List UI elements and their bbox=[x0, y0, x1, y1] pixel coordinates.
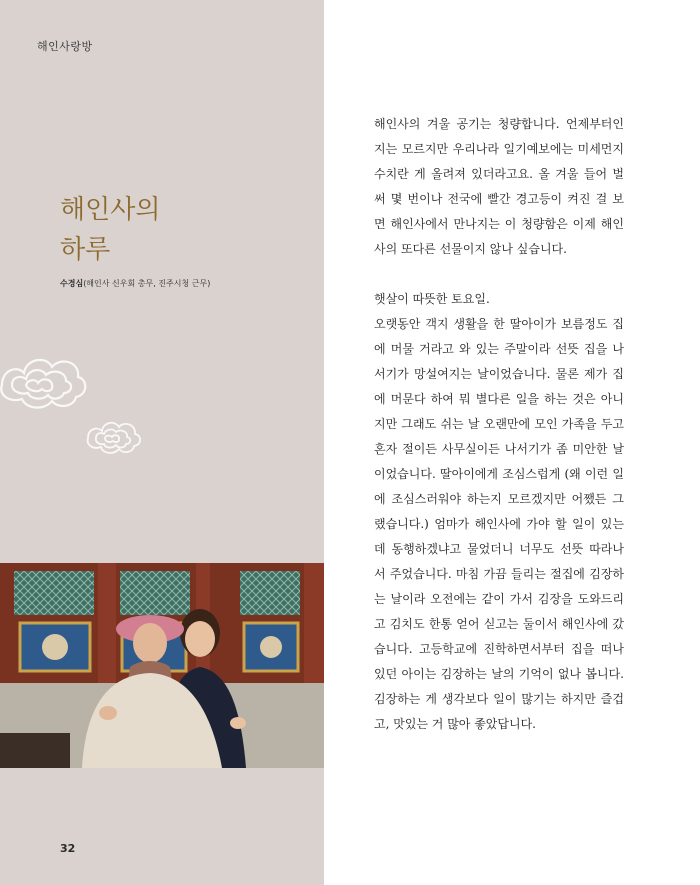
body-paragraph-1: 해인사의 겨울 공기는 청량합니다. 언제부터인지는 모르지만 우리나라 일기예보에는 미세먼지 수치란 게 올려져 있더라고요. 올 겨울 들어 벌써 몇 번이나 전국에 빨간 경고등이 켜진 걸 보면 해인사에서 만나지는 이 청량함은 이제 해인사의 또다른 선물이지 않나 싶습니다. bbox=[374, 117, 624, 256]
author-name: 수경심 bbox=[60, 279, 84, 288]
body-paragraph-2: 햇살이 따뜻한 토요일. bbox=[374, 292, 490, 306]
author-description: (해인사 신우회 총무, 진주시청 근무) bbox=[83, 279, 211, 288]
article-title-line1: 해인사의 bbox=[60, 195, 161, 225]
cloud-ornament-large bbox=[0, 345, 92, 417]
byline bbox=[60, 278, 210, 289]
section-label: 해인사랑방 bbox=[37, 40, 93, 53]
article-body bbox=[374, 112, 624, 737]
temple-photo bbox=[0, 563, 324, 768]
page-number: 32 bbox=[60, 842, 76, 855]
article-title-line2: 하루 bbox=[60, 235, 111, 265]
article-title bbox=[60, 190, 160, 270]
cloud-ornament-small bbox=[82, 414, 144, 460]
paragraph-gap bbox=[374, 262, 624, 287]
body-paragraph-3: 오랫동안 객지 생활을 한 딸아이가 보름정도 집에 머물 거라고 와 있는 주말이라 선뜻 집을 나서기가 망설여지는 날이었습니다. 물론 제가 집에 머문다 하여 뭐 별다른 일을 하는 것은 아니지만 그래도 쉬는 날 오랜만에 모인 가족을 두고 혼자 절이든 사무실이든 나서기가 좀 미안한 날이었습니다. 딸아이에게 조심스럽게 (왜 이런 일에 조심스러워야 하는지 모르겠지만 어쨌든 그랬습니다.) 엄마가 해인사에 가야 할 일이 있는데 동행하겠냐고 물었더니 너무도 선뜻 따라나서 주었습니다. 마침 가끔 들리는 절집에 김장하는 날이라 오전에는 같이 가서 김장을 도와드리고 김치도 한통 얻어 싣고는 둘이서 해인사에 갔습니다. 고등학교에 진학하면서부터 집을 떠나 있던 아이는 김장하는 날의 기억이 없나 봅니다. 김장하는 게 생각보다 일이 많기는 하지만 즐겁고, 맛있는 거 많아 좋았답니다. bbox=[374, 317, 624, 731]
